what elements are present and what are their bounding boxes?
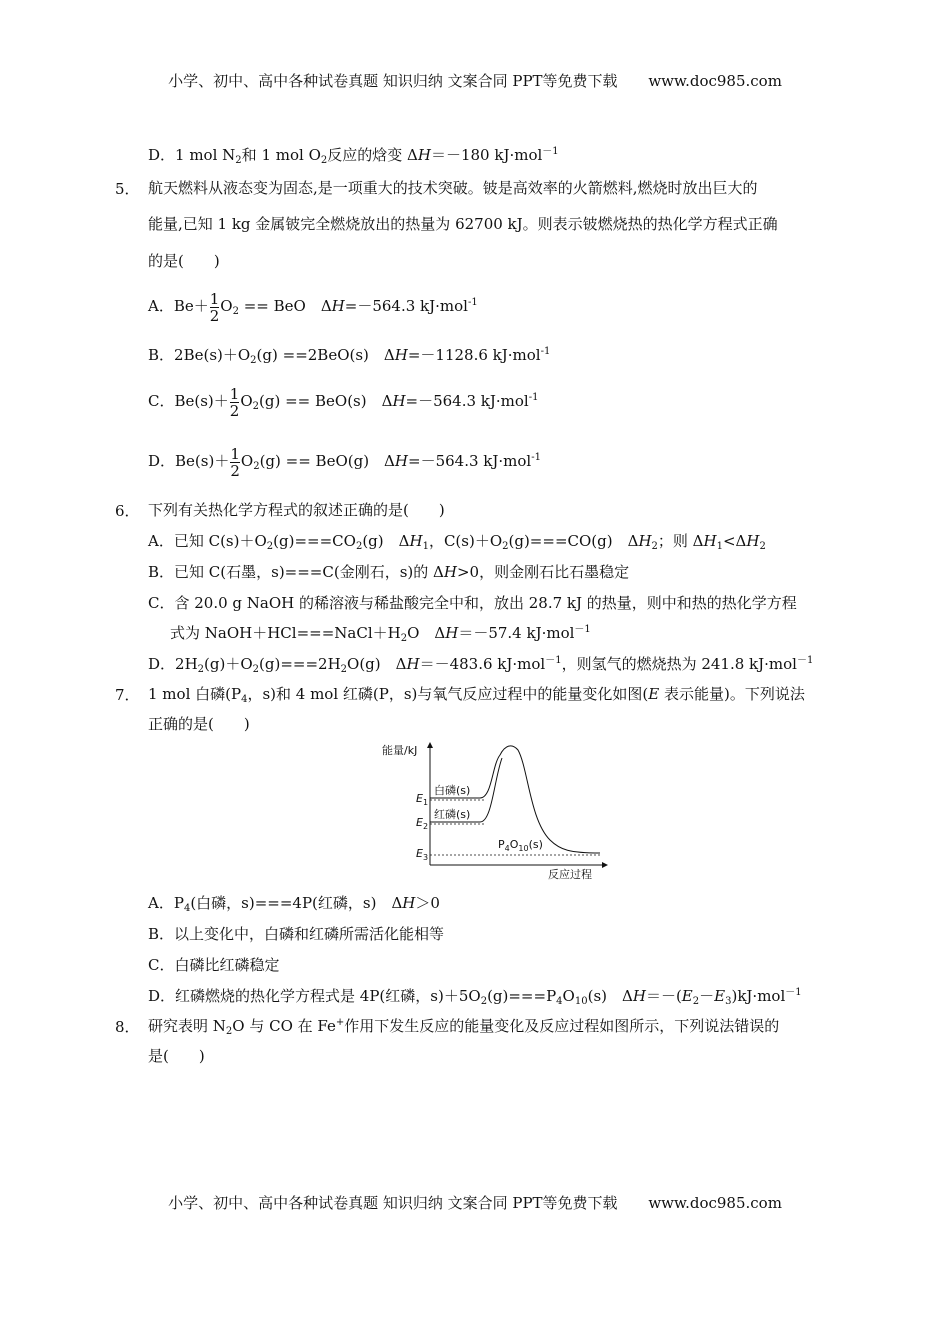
white-phosphorus-label: 白磷(s) [434, 784, 471, 797]
q6-option-a: A．已知 $C(s)+O_2(g)===CO_2(g)$ $\Delta H_1$，$C(s)+O_2(g)===CO(g)$ $\Delta H_2$；则 $\Delta H_1<\Delta H_2$ [148, 532, 766, 552]
red-phosphorus-label: 红磷(s) [434, 808, 471, 821]
q6-option-c-line2: 式为 $NaOH+HCl===NaCl+H_2O$ ΔH＝－57.4 kJ·mol$^{-1}$ [170, 624, 591, 644]
fraction-half: $\frac{1}{2}$ [209, 289, 220, 325]
x-axis-label: 反应过程 [548, 868, 592, 880]
q7-number: 7． [115, 686, 140, 704]
q7-option-c: C．白磷比红磷稳定 [148, 956, 280, 974]
product-label: $P_4O_{10}(s)$ [498, 838, 543, 853]
q8-number: 8． [115, 1018, 140, 1036]
q5-stem-line1: 航天燃料从液态变为固态,是一项重大的技术突破。铍是高效率的火箭燃料,燃烧时放出巨大的 [148, 179, 758, 197]
q5-option-c: C．Be(s)＋ $\frac{1}{2}$ $O_2(g) == BeO(s)$ ΔH=－564.3 kJ·mol$^{-1}$ [148, 384, 539, 420]
q5-option-b: B．$2Be(s)+O_2(g) ==2BeO(s)$ ΔH=－1128.6 kJ·mol$^{-1}$ [148, 346, 551, 366]
q6-option-c-line1: C．含 20.0 g NaOH 的稀溶液与稀盐酸完全中和，放出 28.7 kJ 的热量，则中和热的热化学方程 [148, 594, 797, 612]
fraction-half: $\frac{1}{2}$ [230, 444, 240, 480]
energy-diagram [380, 740, 610, 880]
q5-number: 5． [115, 180, 140, 198]
q5-option-d: D．Be(s)＋ $\frac{1}{2}$ $O_2(g) == BeO(g)$ ΔH=－564.3 kJ·mol$^{-1}$ [148, 444, 541, 480]
q4-option-d: D．1 mol $N_2$和 1 mol $O_2$反应的焓变 ΔH＝－180 kJ·mol$^{-1}$ [148, 146, 559, 166]
q6-option-d: D．$2H_2(g)+O_2(g)===2H_2O(g)$ ΔH＝－483.6 kJ·mol$^{-1}$，则氢气的燃烧热为 241.8 kJ·mol$^{-1}$ [148, 655, 814, 675]
q7-option-d: D．红磷燃烧的热化学方程式是 4P(红磷，$s)+5O_2(g)===P_4O_{10}(s)$ $\Delta H=-(E_2-E_3)kJ\cdot mol^{-1}$ [148, 987, 802, 1007]
header-site: www.doc985.com [648, 72, 782, 90]
e2-label: $E_2$ [416, 816, 429, 831]
page-footer [0, 1192, 950, 1213]
q8-stem-line1: 研究表明 $N_2O$ 与 CO 在 Fe+作用下发生反应的能量变化及反应过程如图所示，下列说法错误的 [148, 1017, 780, 1037]
q6-option-b: B．已知 C(石墨，s)===C(金刚石，s)的 ΔH>0，则金刚石比石墨稳定 [148, 563, 630, 581]
q5-stem-line3: 的是( ) [148, 252, 220, 270]
q8-stem-line2: 是( ) [148, 1047, 205, 1065]
q6-stem: 下列有关热化学方程式的叙述正确的是( ) [148, 501, 445, 519]
q7-option-b: B．以上变化中，白磷和红磷所需活化能相等 [148, 925, 445, 943]
q7-stem-line2: 正确的是( ) [148, 715, 250, 733]
fraction-half: $\frac{1}{2}$ [229, 384, 240, 420]
e3-label: $E_3$ [416, 847, 429, 862]
q7-option-a: A．$P_4$(白磷，s)===4P(红磷，s) ΔH＞0 [148, 894, 440, 914]
e1-label: $E_1$ [416, 792, 429, 807]
q5-stem-line2: 能量,已知 1 kg 金属铍完全燃烧放出的热量为 62700 kJ。则表示铍燃烧热的热化学方程式正确 [148, 215, 778, 233]
y-axis-label: 能量/kJ [382, 744, 418, 757]
q6-number: 6． [115, 502, 140, 520]
white-phosphorus-curve [430, 746, 600, 853]
q5-option-a: A．Be＋ $\frac{1}{2}$ $O_2$ == BeO ΔH=－564.3 kJ·mol$^{-1}$ [148, 289, 478, 325]
footer-text: 小学、初中、高中各种试卷真题 知识归纳 文案合同 PPT等免费下载 [168, 1194, 618, 1212]
header-text: 小学、初中、高中各种试卷真题 知识归纳 文案合同 PPT等免费下载 [168, 72, 618, 90]
footer-site: www.doc985.com [648, 1194, 782, 1212]
page-header [0, 70, 950, 91]
q7-stem-line1: 1 mol 白磷($P_4$，s)和 4 mol 红磷(P，s)与氧气反应过程中的能量变化如图(E 表示能量)。下列说法 [148, 685, 805, 705]
